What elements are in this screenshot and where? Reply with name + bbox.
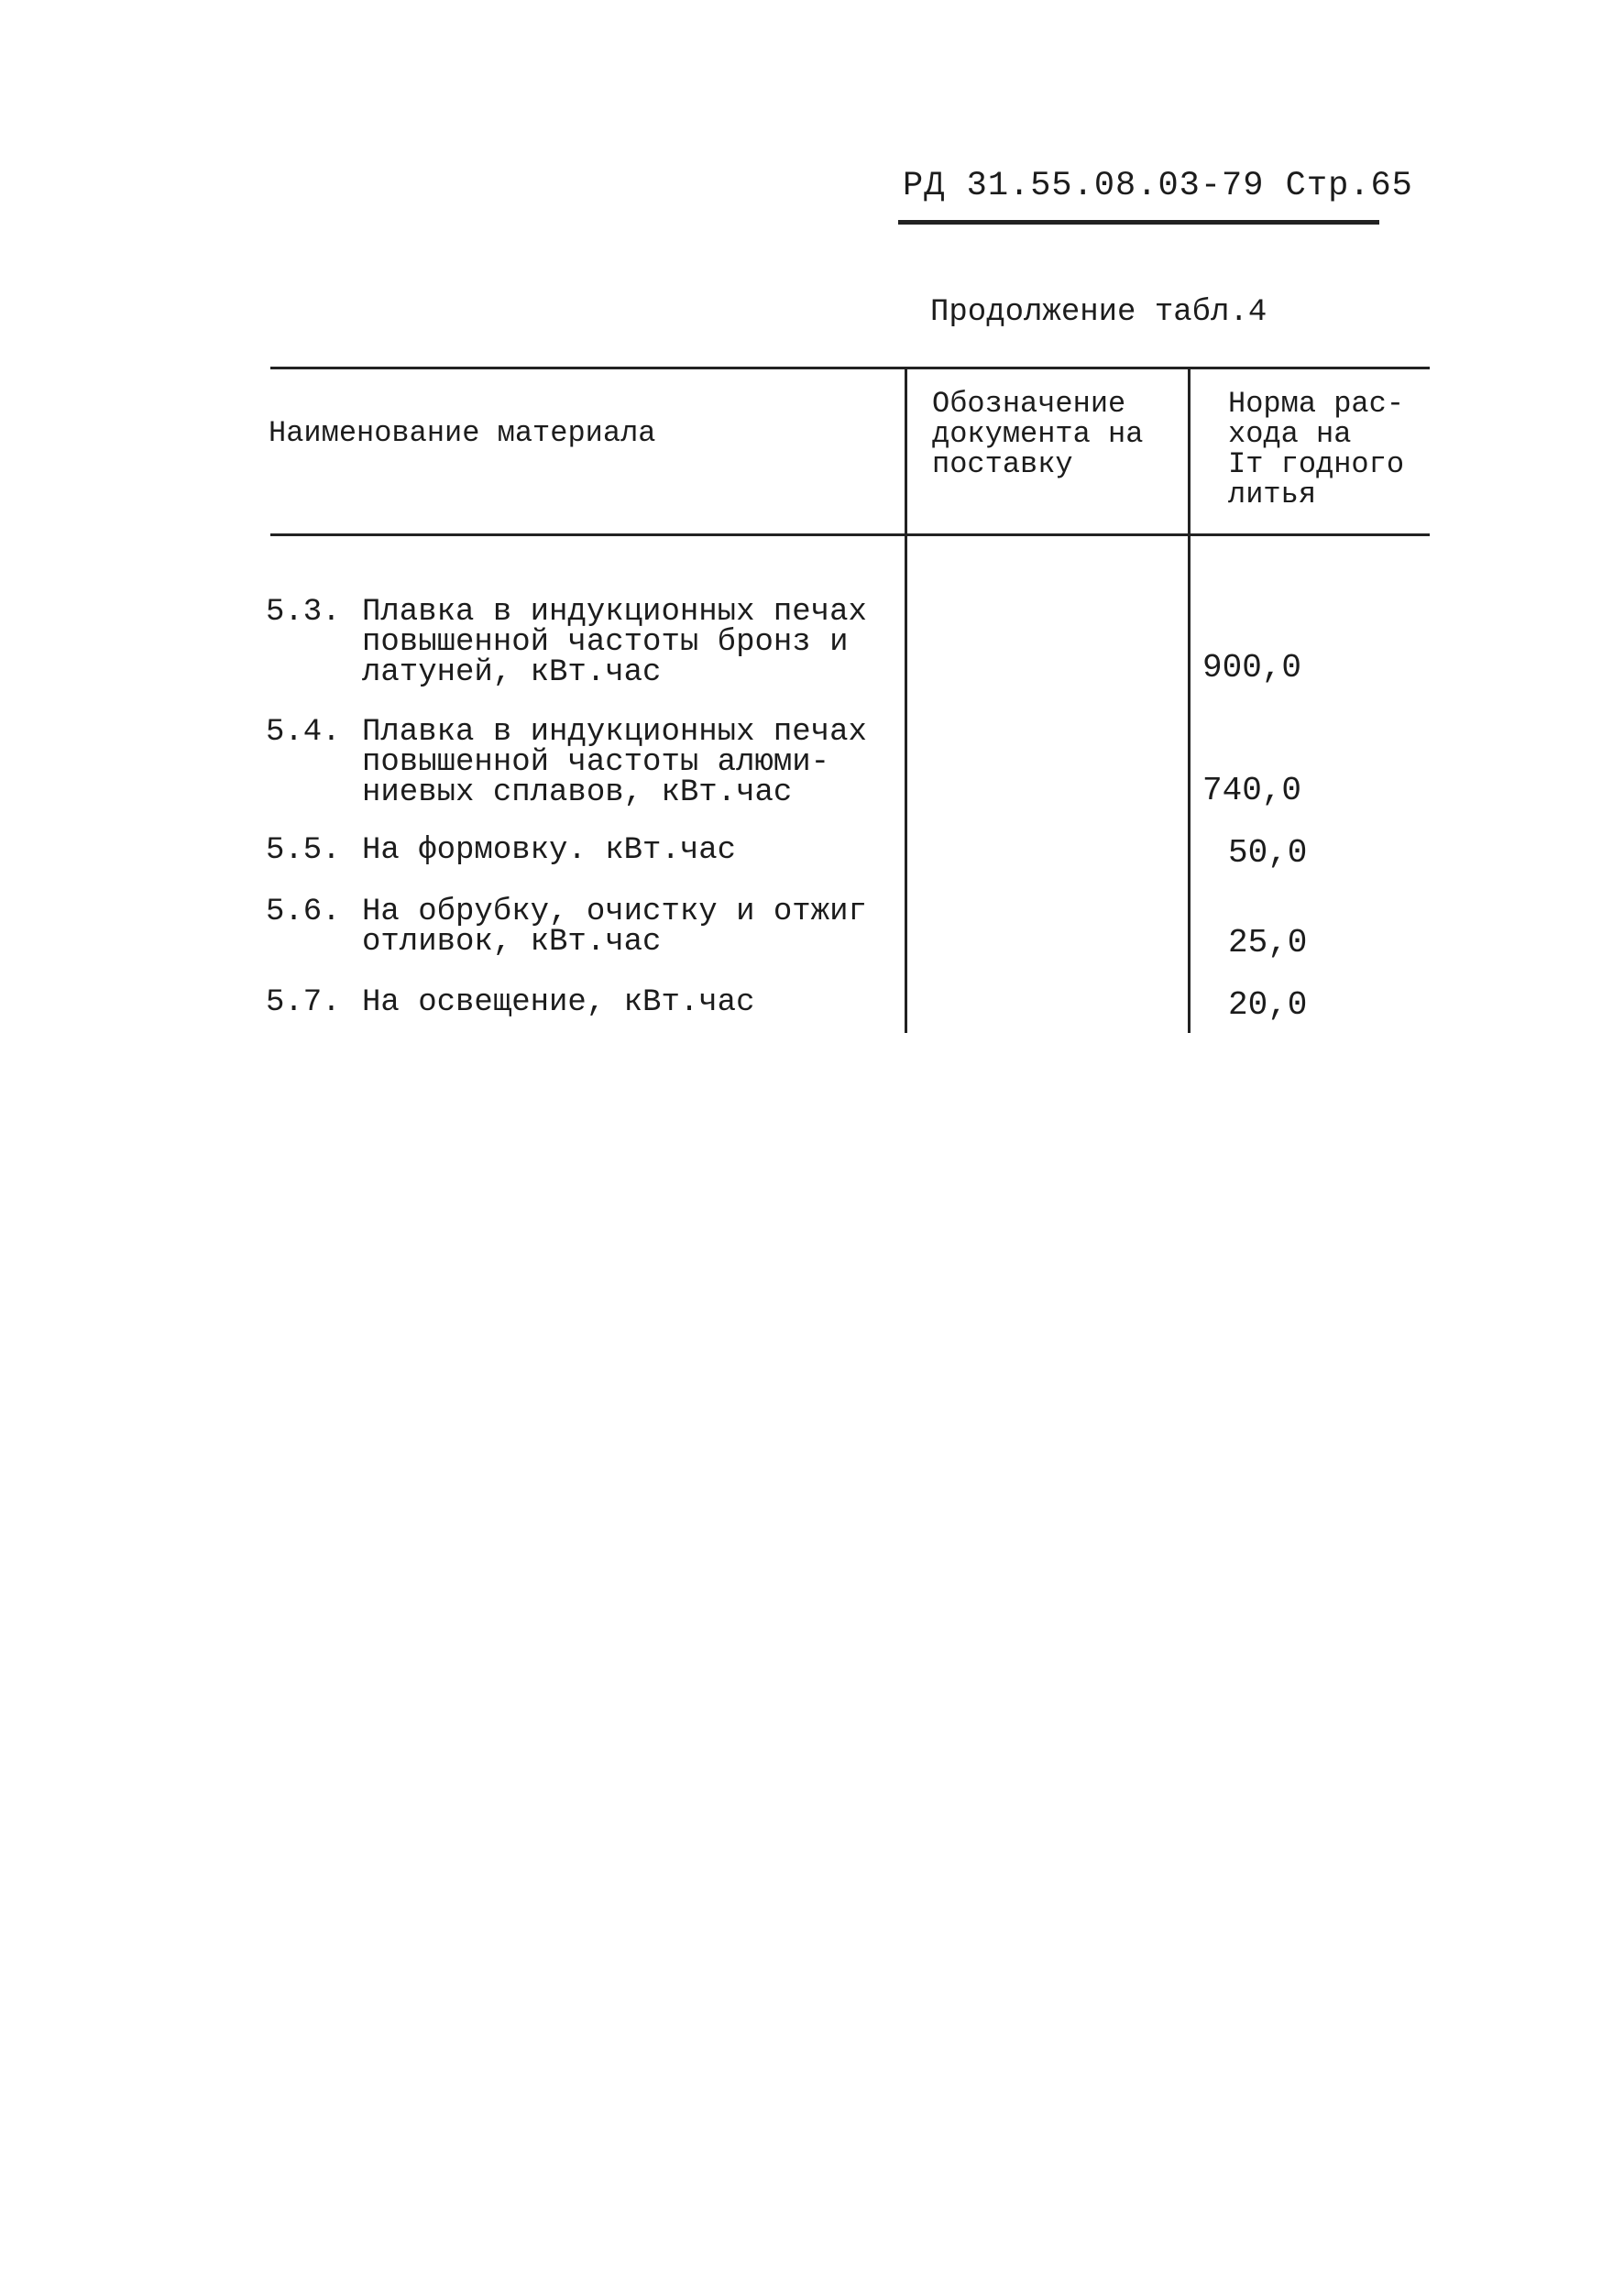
reference-underline <box>898 220 1379 225</box>
row-description: На освещение, кВт.час <box>362 985 755 1020</box>
row-value: 50,0 <box>1228 834 1308 872</box>
row-number: 5.5. <box>266 833 341 868</box>
column-header-norm: Норма рас- хода на Iт годного литья <box>1228 387 1405 511</box>
column-header-document: Обозначение документа на поставку <box>932 387 1144 481</box>
row-description: Плавка в индукционных печах повышенной частоты алюми- ниевых сплавов, кВт.час <box>362 715 867 810</box>
row-value: 740,0 <box>1202 772 1302 809</box>
column-divider-2 <box>1188 368 1191 1033</box>
row-value: 20,0 <box>1228 986 1308 1024</box>
column-header-material: Наименование материала <box>269 416 656 450</box>
header-bottom-rule <box>270 533 1430 536</box>
row-description: На обрубку, очистку и отжиг отливок, кВт.час <box>362 895 867 960</box>
row-description: Плавка в индукционных печах повышенной частоты бронз и латуней, кВт.час <box>362 595 867 690</box>
row-value: 25,0 <box>1228 924 1308 961</box>
table-top-rule <box>270 367 1430 369</box>
document-reference: РД 31.55.08.03-79 Стр.65 <box>903 167 1413 205</box>
table-continuation-caption: Продолжение табл.4 <box>930 295 1267 330</box>
row-number: 5.3. <box>266 595 341 630</box>
row-description: На формовку. кВт.час <box>362 833 737 868</box>
row-number: 5.4. <box>266 715 341 750</box>
row-value: 900,0 <box>1202 649 1302 687</box>
row-number: 5.7. <box>266 985 341 1020</box>
row-number: 5.6. <box>266 895 341 929</box>
